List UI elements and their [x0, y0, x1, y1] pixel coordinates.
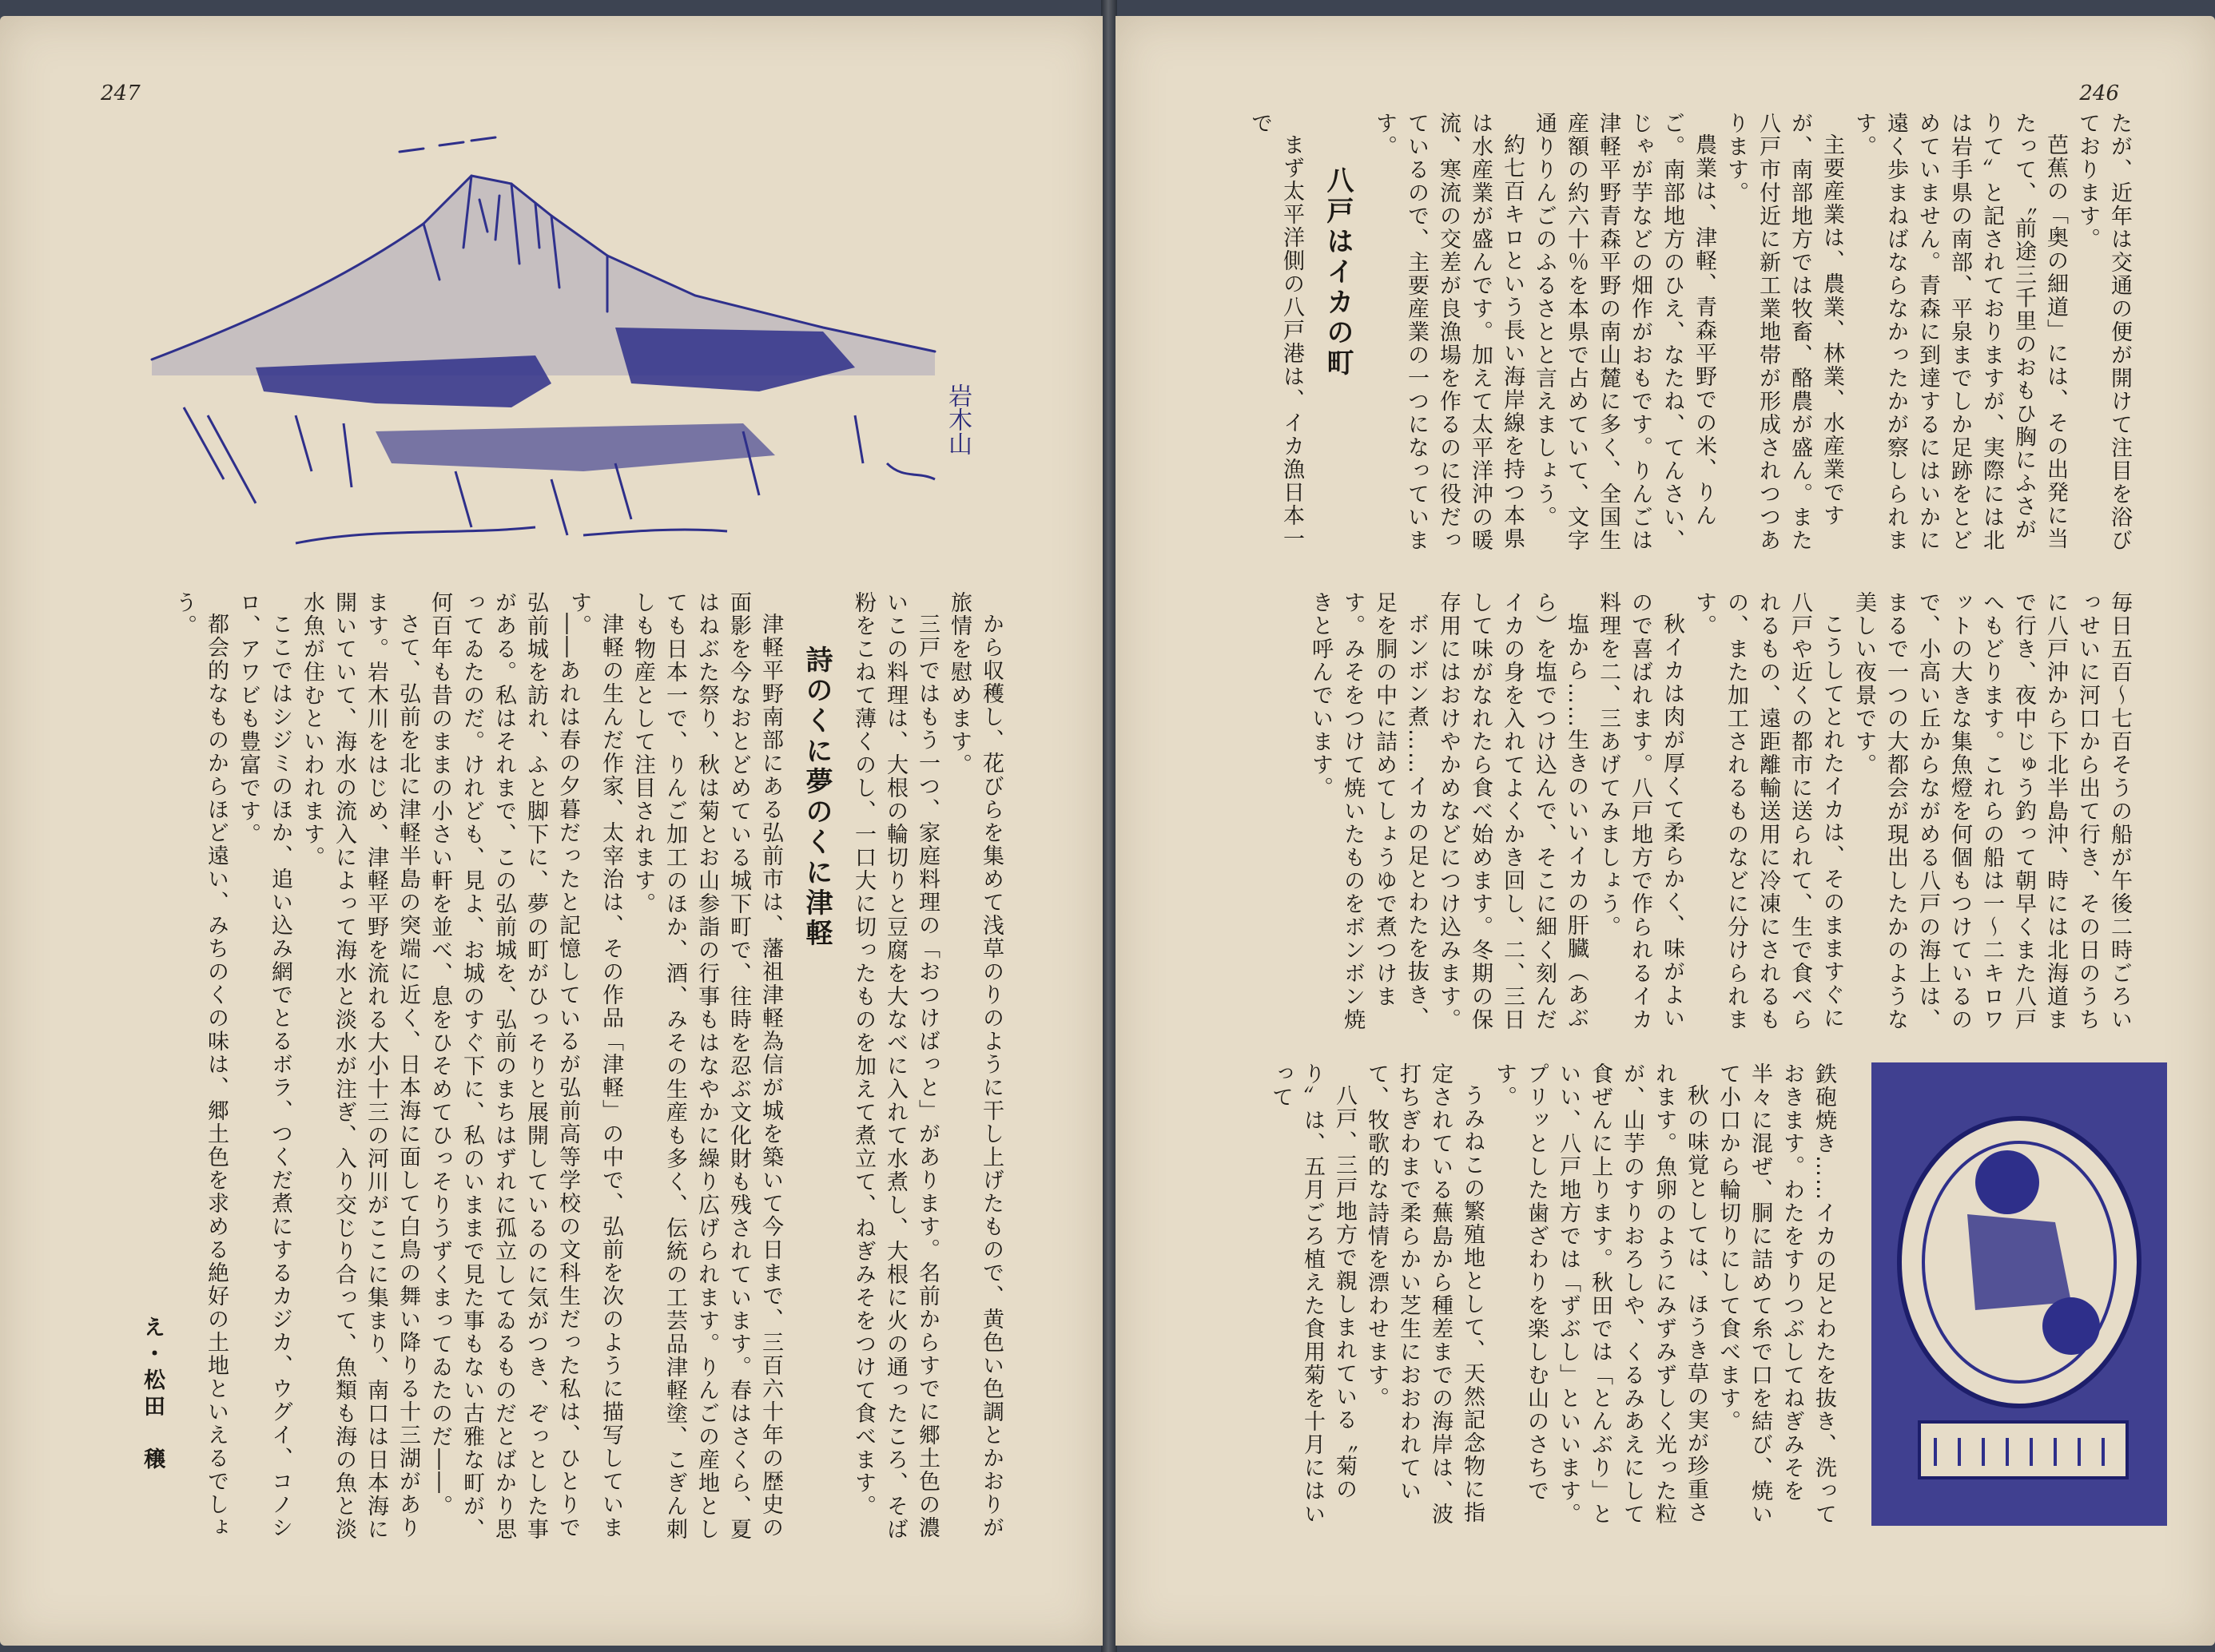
left-page	[0, 16, 1103, 1646]
illustration-caption: 岩木山	[944, 383, 972, 455]
tetsuppo-yaki-drawing	[1871, 1062, 2167, 1526]
paragraph: 都会的なものからほど遠い、みちのくの味は、郷土色を求める絶好の土地といえるでしょう。	[172, 591, 229, 1539]
text-column-middle	[1240, 591, 2135, 1038]
section-heading: 八戸はイカの町	[1322, 166, 1354, 379]
text-column-left	[104, 591, 583, 1558]
paragraph: から収穫し、花びらを集めて浅草のりのように干し上げたもので、黄色い色調とかおりが旅情を慰めます。	[947, 591, 1004, 1539]
paragraph: 塩から……生きのいいイカの肝臓（あぶら）を塩でつけ込んで、そこに細く刻んだイカの身を入れてよくかき回し、二、三日して味がなれたら食べ始めます。冬期の保存用にはおけやかめなどにつけ込みます。	[1436, 591, 1589, 1031]
page-number: 246	[2079, 81, 2119, 105]
page-number: 247	[101, 81, 141, 105]
paragraph: 秋の味覚としては、ほうき草の実が珍重されます。魚卵のようにみずみずしく光った粒が、山芋のすりおろしや、くるみあえにして食ぜんに上ります。秋田では「とんぶり」といい、八戸地方では「ずぶし」といいます。プリッとした歯ざわりを楽しむ山のさちです。	[1492, 1062, 1708, 1526]
paragraph: まず太平洋側の八戸港は、イカ漁日本一で	[1247, 112, 1304, 550]
paragraph: 約七百キロという長い海岸線を持つ本県は水産業が盛んです。加えて太平洋沖の暖流、寒流の交差が良漁場を作るのに役だっているので、主要産業の一つになっています。	[1372, 112, 1525, 552]
paragraph: こうしてとれたイカは、そのまますぐに八戸や近くの都市に送られて、生で食べられるもの、遠距離輸送用に冷凍にされるもの、また加工されるものなどに分けられます。	[1692, 591, 1844, 1031]
tetsuppo-illustration	[1871, 1062, 2167, 1526]
text-column-top	[1240, 112, 2135, 559]
paragraph: うみねこの繁殖地として、天然記念物に指定されている蕪島から種差までの海岸は、波打ちぎわまで柔らかい芝生におおわれていて、牧歌的な詩情を漂わせます。	[1364, 1062, 1485, 1526]
paragraph: 津軽平野南部にある弘前市は、藩祖津軽為信が城を築いて今日まで、三百六十年の歴史の面影を今なおとどめている城下町で、往時を忍ぶ文化財も残されています。春はさくら、夏はねぶた祭り、秋は菊とお山参詣の行事もはなやかに繰り広げられます。りんごの産地としても日本一で、りんご加工のほか、酒、みその生産も多く、伝統の工芸品津軽塗、こぎん刺しも物産として注目されます。	[630, 591, 783, 1541]
paragraph: 鉄砲焼き……イカの足とわたを抜き、洗っておきます。わたをすりつぶしてねぎみそを半々に混ぜ、胴に詰めて糸で口を結び、焼いて小口から輪切りにして食べます。	[1716, 1062, 1836, 1526]
paragraph: ボンボン煮……イカの足とわたを抜き、足を胴の中に詰めてしょうゆで煮つけます。みそをつけて焼いたものをボンボン焼きと呼んでいます。	[1308, 591, 1429, 1031]
book-gutter	[1101, 0, 1117, 1652]
paragraph: 芭蕉の「奥の細道」には、その出発に当たって、〝前途三千里のおもひ胸にふさがりて〟と記されておりますが、実際には北は岩手県の南部、平泉までしか足跡をとどめていません。青森に到達するにはいかに遠く歩まねばならなかったかが察しられます。	[1851, 112, 2068, 552]
paragraph: さて、弘前を北に津軽半島の突端に近く、日本海に面して白鳥の舞い降りる十三湖があります。岩木川をはじめ、津軽平野を流れる大小十三の河川がここに集まり、南口は日本海に開いていて、海水の流入によって海水と淡水が注ぎ、入り交じり合って、魚類も海の魚と淡水魚が住むといわれます。	[300, 591, 420, 1541]
paragraph: 八戸、三戸地方で親しまれている〝菊のり〟は、五月ごろ植えた食用菊を十月にはいって	[1268, 1062, 1357, 1526]
illustrator-credit: え・松田 穣	[140, 1316, 165, 1474]
quote-paragraph: ――あれは春の夕暮だったと記憶しているが弘前高等学校の文科生だった私は、ひとりで弘前城を訪れ、ふと脚下に、夢の町がひっそりと展開しているのに気がつき、ぞっとした事がある。私はそれまで、この弘前城を、弘前のまちはずれに孤立してゐるものだとばかり思ってゐたのだ。けれども、見よ、お城のすぐ下に、私のいままで見た事もない古雅な町が、何百年も昔のままの小さい軒を並べ、息をひそめてひっそりうずくまってゐたのだ――。	[427, 591, 580, 1541]
paragraph: たが、近年は交通の便が開けて注目を浴びております。	[2075, 112, 2132, 552]
text-column-upper-right	[551, 591, 1007, 1558]
paragraph: 秋イカは肉が厚くて柔らかく、味がよいので喜ばれます。八戸地方で作られるイカ料理を二、三あげてみましょう。	[1596, 591, 1684, 1031]
section-heading: 詩のくに夢のくに津軽	[801, 645, 833, 949]
paragraph: 三戸ではもう一つ、家庭料理の「おつけばっと」があります。名前からすでに郷土色の濃いこの料理は、大根の輪切りと豆腐を大なべに入れて水煮し、大根に火の通ったころ、そば粉をこねて薄くのし、一口大に切ったものを加えて煮立て、ねぎみそをつけて食べます。	[851, 591, 940, 1541]
right-page	[1115, 16, 2215, 1646]
mountain-illustration	[136, 128, 991, 575]
paragraph: 主要産業は、農業、林業、水産業ですが、南部地方では牧畜、酪農が盛ん。また八戸市付近に新工業地帯が形成されつつあります。	[1724, 112, 1844, 552]
mountain-sketch	[136, 128, 991, 575]
paragraph: 津軽の生んだ作家、太宰治は、その作品「津軽」の中で、弘前を次のように描写しています。	[567, 591, 623, 1539]
text-column-bottom	[1232, 1062, 1839, 1534]
paragraph: ここではシジミのほか、追い込み網でとるボラ、つくだ煮にするカジカ、ウグイ、コノシロ、アワビも豊富です。	[236, 591, 292, 1539]
paragraph: 毎日五百～七百そうの船が午後二時ごろいっせいに河口から出て行き、その日のうちに八戸沖から下北半島沖、時には北海道まで行き、夜中じゅう釣って朝早くまた八戸へもどります。これらの船は一〜二キロワットの大きな集魚燈を何個もつけているので、小高い丘からながめる八戸の海上は、まるで一つの大都会が現出したかのような美しい夜景です。	[1851, 591, 2132, 1031]
paragraph: 農業は、津軽、青森平野での米、りんご。南部地方のひえ、なたね、てんさい、じゃが芋などの畑作がおもです。りんごは津軽平野青森平野の南山麓に多く、全国生産額の約六十％を本県で占めていて、文字通りりんごのふるさとと言えましょう。	[1532, 112, 1716, 552]
